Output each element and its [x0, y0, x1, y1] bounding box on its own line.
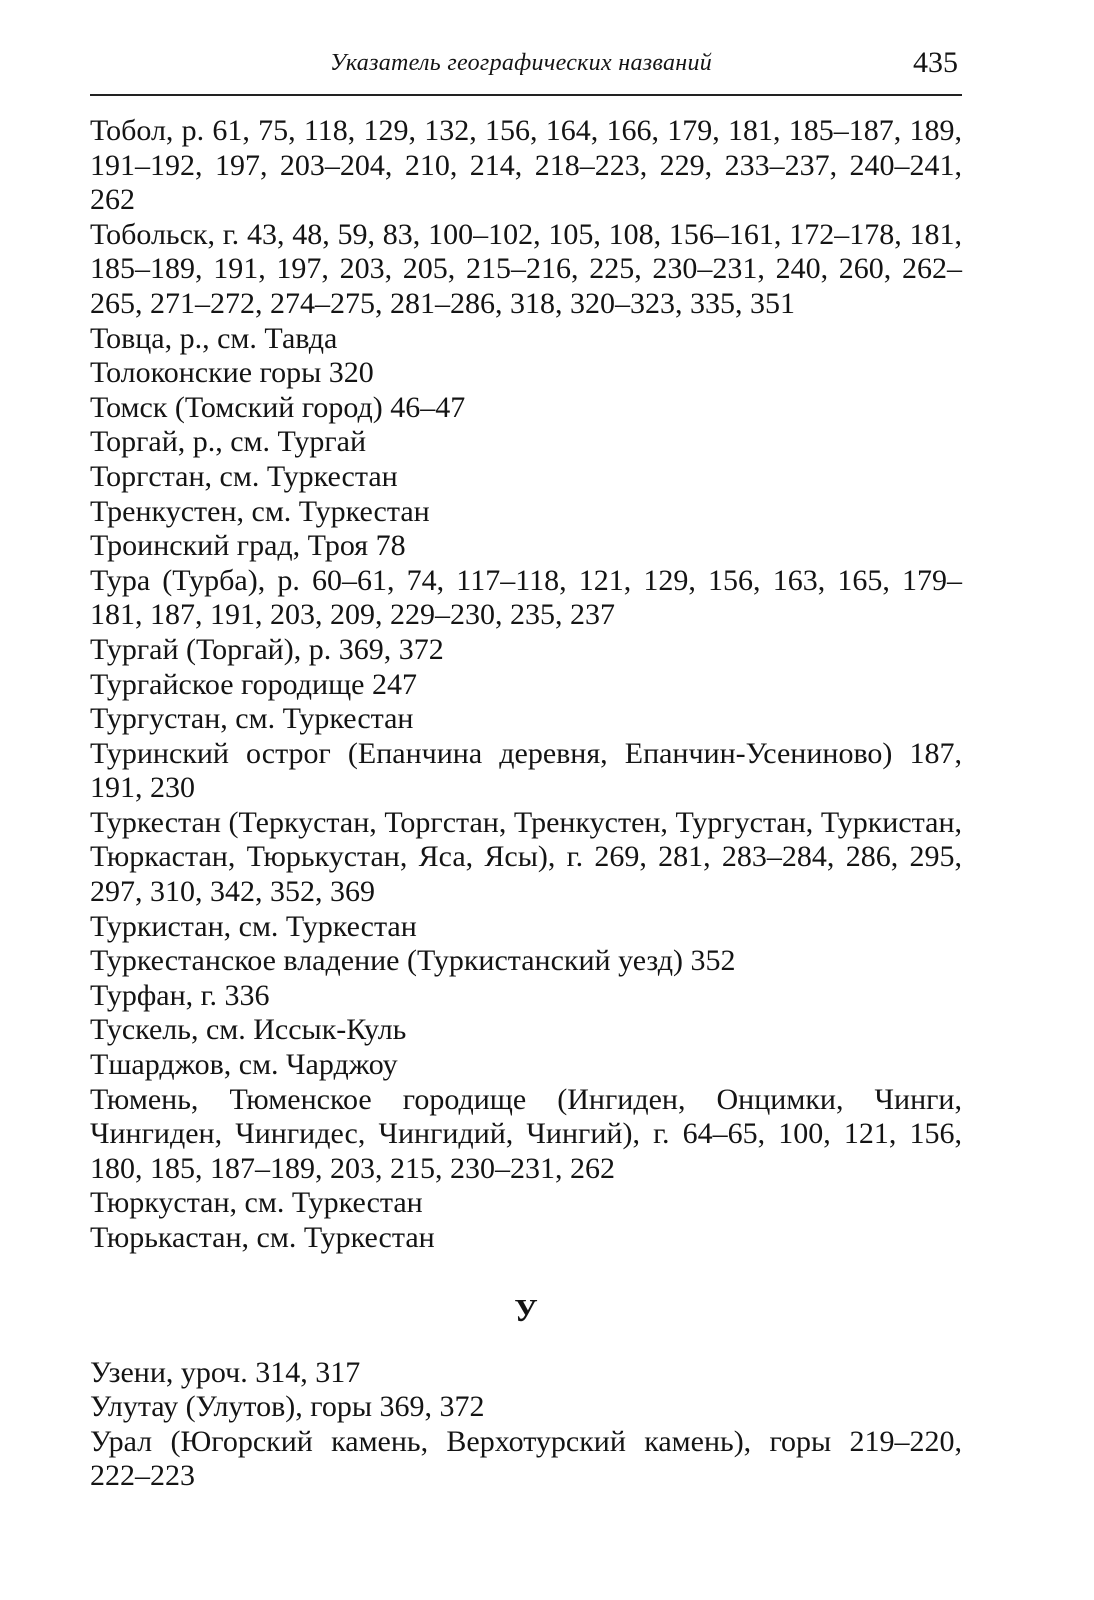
index-entry-turkestan: Туркестан (Теркустан, Торгстан, Тренкустен, Тургустан, Туркистан, Тюркастан, Тюрькустан, Яса, Ясы), г. 269, 281, 283–284, 286, 295, 297, 310, 342, 352, 369 — [90, 805, 962, 909]
index-entry-tura: Тура (Турба), р. 60–61, 74, 117–118, 121, 129, 156, 163, 165, 179–181, 187, 191, 203, 209, 229–230, 235, 237 — [90, 563, 962, 632]
index-entry-tyurkustan: Тюркустан, см. Туркестан — [90, 1186, 423, 1220]
index-entry-turkestanskoe-vladenie: Туркестанское владение (Туркистанский уезд) 352 — [90, 944, 736, 978]
index-entry-trenkusten: Тренкустен, см. Туркестан — [90, 494, 430, 528]
index-entry-tobolsk: Тобольск, г. 43, 48, 59, 83, 100–102, 105, 108, 156–161, 172–178, 181, 185–189, 191, 197, 203, 205, 215–216, 225, 230–231, 240, 260, 262–265, 271–272, 274–275, 281–286, 318, 320–323, 335, 351 — [90, 217, 962, 320]
index-entry-tshardzhov: Тшарджов, см. Чарджоу — [90, 1048, 398, 1082]
index-entry-torgai: Торгай, р., см. Тургай — [90, 425, 367, 459]
index-entry-tomsk: Томск (Томский город) 46–47 — [90, 390, 466, 424]
index-entry-torgstan: Торгстан, см. Туркестан — [90, 459, 398, 493]
index-entry-tobol: Тобол, р. 61, 75, 118, 129, 132, 156, 164, 166, 179, 181, 185–187, 189, 191–192, 197, 203–204, 210, 214, 218–223, 229, 233–237, 240–241, 262 — [90, 114, 962, 217]
page-number: 435 — [913, 46, 958, 79]
index-entry-uzeni: Узени, уроч. 314, 317 — [90, 1355, 361, 1389]
index-entry-tuskel: Тускель, см. Иссык-Куль — [90, 1013, 407, 1047]
index-entry-tovtsa: Товца, р., см. Тавда — [90, 321, 338, 355]
index-entry-ural: Урал (Югорский камень, Верхотурский камень), горы 219–220, 222–223 — [90, 1424, 962, 1493]
index-entry-troinsky-grad: Троинский град, Троя 78 — [90, 529, 406, 563]
running-title: Указатель географических названий — [330, 50, 713, 76]
index-entry-ulutau: Улутау (Улутов), горы 369, 372 — [90, 1390, 485, 1424]
index-entry-tyumen: Тюмень, Тюменское городище (Ингиден, Онцимки, Чинги, Чингиден, Чингидес, Чингидий, Чингий), г. 64–65, 100, 121, 156, 180, 185, 187–189, 203, 215, 230–231, 262 — [90, 1082, 962, 1185]
index-entry-turgaiskoe-gorodishche: Тургайское городище 247 — [90, 667, 417, 701]
index-entry-tolokonskie-gory: Толоконские горы 320 — [90, 356, 374, 390]
header-rule — [90, 94, 962, 96]
geographic-index — [90, 114, 962, 1494]
index-entry-turgai: Тургай (Торгай), р. 369, 372 — [90, 632, 444, 666]
index-entry-turfan: Турфан, г. 336 — [90, 978, 270, 1012]
index-entry-turinsky-ostrog: Туринский острог (Епанчина деревня, Епанчин-Усениново) 187, 191, 230 — [90, 736, 962, 805]
index-entry-turgustan: Тургустан, см. Туркестан — [90, 702, 414, 736]
running-head — [90, 44, 960, 84]
index-entry-tyurkastan: Тюрькастан, см. Туркестан — [90, 1221, 435, 1254]
section-letter-heading: У — [514, 1291, 538, 1328]
index-entry-turkistan: Туркистан, см. Туркестан — [90, 909, 417, 943]
